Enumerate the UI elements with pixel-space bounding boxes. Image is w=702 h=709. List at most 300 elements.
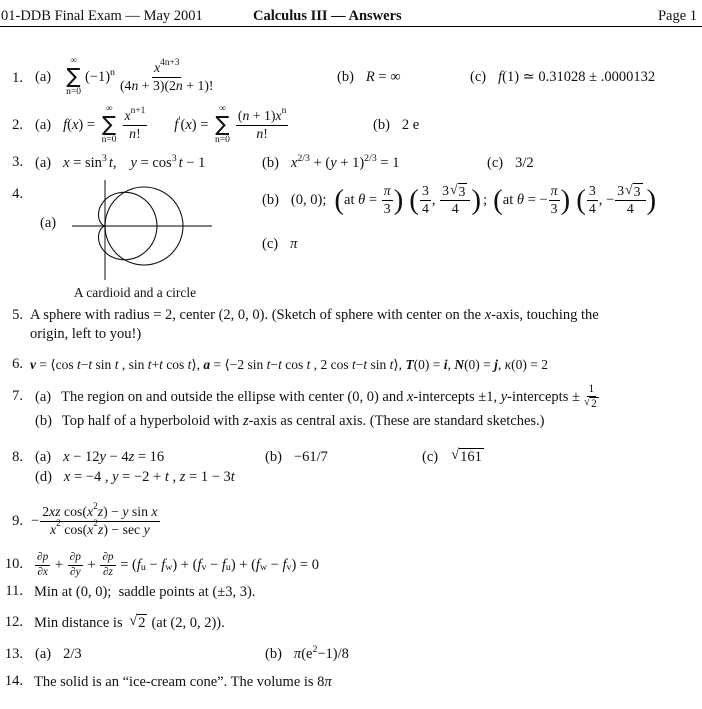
item-5-line-1	[30, 306, 599, 324]
text-run: ) −	[103, 503, 123, 519]
sum	[102, 104, 117, 146]
text-run: (	[67, 116, 72, 133]
text-run: =	[365, 191, 381, 208]
fd	[581, 397, 602, 411]
text-run: (d)	[35, 468, 52, 485]
fd	[587, 201, 598, 218]
text-run: t	[147, 357, 152, 372]
fn	[152, 57, 181, 78]
text-run: , sin	[118, 357, 148, 372]
header-page-number: Page 1	[657, 8, 697, 24]
fn	[236, 105, 288, 126]
fd	[625, 201, 636, 218]
item-number: 5.	[12, 307, 23, 323]
fd	[35, 566, 50, 580]
text-run: 4	[588, 200, 596, 216]
frac	[615, 183, 645, 217]
item-12-answer	[34, 612, 225, 634]
text-run: R	[365, 68, 375, 85]
text-run: 4	[451, 200, 459, 216]
text-run: cos	[281, 357, 307, 372]
text-run: n	[175, 77, 183, 93]
text-run: (b)	[373, 116, 390, 133]
text-run: cos	[162, 357, 188, 372]
text-run: π	[324, 673, 332, 690]
sig: ∑	[66, 64, 81, 89]
frac	[420, 183, 431, 217]
text-run: cos(	[60, 503, 87, 519]
text-run: =	[136, 154, 153, 171]
answer-item-11	[0, 583, 702, 601]
item-number: 6.	[12, 356, 23, 372]
text-run: x	[63, 468, 71, 485]
fn	[100, 551, 115, 566]
text-run: y	[112, 468, 119, 485]
fd	[549, 201, 560, 218]
text-run: 2	[591, 398, 597, 411]
answer-item-4	[0, 178, 702, 302]
item-3-part-c	[487, 151, 534, 175]
text-run: + 1)!	[182, 77, 214, 93]
text-run: -axis as central axis. (These are standard sketches.)	[248, 412, 545, 429]
text-run: x	[154, 59, 161, 75]
sqrt	[451, 448, 484, 466]
item-number: 8.	[12, 449, 23, 465]
rad: √	[449, 181, 458, 197]
text-run: π	[550, 182, 558, 198]
item-number: 4.	[12, 186, 23, 202]
text-run: ∂p	[69, 550, 81, 563]
text-run: −	[31, 512, 40, 529]
text-run: 3	[617, 182, 625, 198]
item-number: 3.	[12, 154, 23, 170]
text-run: (0, 0);	[290, 191, 327, 208]
text-run: y	[143, 521, 150, 537]
text-run: = −4 ,	[70, 468, 113, 485]
text-run: +	[51, 556, 67, 573]
sup: n	[281, 105, 287, 116]
text-run: , −	[598, 191, 615, 208]
text-run: y	[130, 154, 137, 171]
text-run: t	[389, 357, 394, 372]
text-run: A sphere with radius = 2, center (2, 0, 0). (Sketch of sphere with center on the	[30, 306, 485, 323]
text-run: =	[69, 154, 85, 171]
item-3-part-a	[35, 151, 205, 175]
text-run: f	[255, 556, 260, 573]
item-7-part-a	[35, 384, 603, 410]
text-run: f	[221, 556, 226, 573]
frac	[587, 183, 598, 217]
text-run: + (	[309, 154, 331, 171]
sup: 2	[93, 501, 98, 512]
text-run: (a)	[35, 154, 52, 171]
text-run: -intercepts ±	[507, 388, 580, 405]
slo: n=0	[66, 86, 81, 97]
text-run: (a)	[35, 388, 52, 405]
text-run: + 1)	[336, 154, 365, 171]
text-run: 161	[460, 449, 482, 466]
text-run: −	[270, 357, 279, 372]
big: )	[393, 183, 404, 216]
text-run: x	[185, 116, 192, 133]
text-run: f	[498, 68, 503, 85]
text-run: (b)	[262, 154, 279, 171]
sqrt	[450, 183, 467, 200]
frac	[35, 551, 50, 579]
text-run: (−1)	[84, 68, 111, 85]
text-run: (b)	[35, 412, 52, 429]
text-run: ,	[431, 191, 440, 208]
sub: v	[286, 562, 292, 574]
vinc	[459, 448, 484, 466]
text-run: z	[128, 448, 135, 465]
sum	[215, 104, 230, 146]
item-3-part-b	[262, 151, 399, 175]
cardioid-circle-figure	[55, 178, 217, 284]
text-run: j	[494, 357, 498, 372]
text-run: f	[161, 556, 166, 573]
sig: ∑	[215, 112, 230, 137]
text-run: n	[242, 107, 250, 123]
text-run: Top half of a hyperboloid with	[61, 412, 243, 429]
sup: 2	[312, 644, 318, 656]
item-number: 12.	[4, 614, 23, 630]
text-run: t	[306, 357, 311, 372]
text-run: θ	[358, 191, 366, 208]
frac	[236, 105, 288, 142]
text-run: (	[180, 116, 186, 133]
text-run: −	[206, 556, 222, 573]
text-run: sin	[367, 357, 390, 372]
text-run: n	[129, 125, 137, 141]
item-2-part-b	[373, 102, 419, 148]
sup: 3	[101, 152, 107, 164]
text-run: ,	[168, 468, 180, 485]
text-run: (4	[119, 77, 132, 93]
item-13-part-b	[265, 644, 349, 665]
rad: √	[625, 181, 633, 197]
fd	[450, 201, 461, 218]
text-run: (0) =	[413, 357, 444, 372]
text-run: v	[30, 357, 36, 372]
fn	[587, 183, 598, 201]
text-run: t	[114, 357, 119, 372]
item-8-part-c	[422, 446, 485, 468]
fn	[587, 383, 597, 398]
item-6-answer	[30, 355, 548, 375]
text-run: − 12	[69, 448, 100, 465]
frac	[382, 183, 393, 217]
text-run: 3	[442, 182, 449, 198]
text-run: t	[187, 357, 192, 372]
text-run: (0) = 2	[511, 357, 549, 372]
text-run: x	[63, 154, 70, 171]
text-run: x	[63, 448, 70, 465]
text-run: z	[97, 503, 104, 519]
text-run: ) = 0	[291, 556, 319, 573]
fn	[35, 551, 50, 566]
answer-item-2	[0, 102, 702, 148]
figure-caption: A cardioid and a circle	[73, 285, 197, 300]
sup: 3	[171, 152, 177, 164]
text-run: (a)	[35, 68, 52, 85]
text-run: f	[63, 116, 68, 133]
text-run: 2	[138, 615, 146, 632]
text-run: (a)	[35, 116, 52, 133]
item-number: 14.	[4, 673, 23, 689]
sqrt	[625, 183, 642, 200]
text-run: f	[282, 556, 287, 573]
fd	[254, 126, 269, 143]
answer-item-12	[0, 612, 702, 634]
text-run: +	[83, 556, 100, 573]
item-number: 9.	[12, 513, 23, 529]
sub: v	[201, 562, 207, 574]
text-run: (a)	[40, 214, 57, 231]
text-run: = ⟨−2 sin	[210, 357, 267, 372]
sub: w	[165, 562, 173, 574]
answer-item-7	[0, 384, 702, 432]
vinc	[590, 397, 599, 411]
sup: 2	[93, 519, 98, 530]
fn	[123, 105, 148, 126]
text-run: z	[98, 521, 104, 537]
item-9-answer	[31, 502, 161, 540]
rad: √	[129, 613, 138, 630]
fd	[382, 201, 393, 218]
frac	[68, 551, 83, 579]
text-run: (	[237, 107, 243, 123]
text-run: (c)	[422, 448, 439, 465]
text-run: 3	[421, 182, 429, 198]
rad: √	[451, 447, 460, 464]
answer-item-14	[0, 673, 702, 691]
text-run: -intercepts ±1,	[413, 388, 501, 405]
text-run: x	[124, 107, 131, 123]
fn	[382, 183, 393, 201]
text-run: n	[256, 125, 264, 141]
big: )	[471, 183, 482, 216]
text-run: −61/7	[293, 448, 328, 465]
sub: u	[140, 562, 146, 574]
text-run: y	[330, 154, 337, 171]
text-run: −	[267, 556, 283, 573]
sup: 2	[56, 519, 61, 530]
item-4-part-c	[262, 235, 297, 253]
text-run: + 1)	[249, 107, 276, 123]
text-run: 3	[383, 200, 391, 216]
text-run: −	[80, 357, 89, 372]
shi: ∞	[219, 104, 226, 115]
answer-item-6	[0, 355, 702, 375]
big: (	[334, 183, 345, 216]
item-number: 10.	[4, 556, 23, 572]
text-run: 3	[588, 182, 596, 198]
shi: ∞	[105, 104, 113, 115]
text-run: −	[145, 556, 162, 573]
text-run: 2/3	[63, 646, 82, 662]
text-run: ,	[447, 357, 455, 372]
text-run: x	[290, 154, 298, 171]
text-run: ∂p	[102, 550, 114, 563]
text-run: (b)	[337, 68, 354, 85]
text-run: at	[344, 191, 359, 208]
text-run: t	[77, 357, 81, 372]
text-run: (c)	[470, 68, 487, 85]
item-7-part-b	[35, 412, 545, 430]
item-5-line-2	[30, 325, 141, 343]
item-1-part-a	[35, 50, 217, 104]
text-run: ) + (	[230, 556, 256, 573]
text-run: n	[131, 77, 139, 93]
text-run: f	[174, 116, 179, 133]
text-run: + 3)(2	[138, 77, 176, 93]
text-run: x	[86, 503, 94, 519]
text-run: ⟩,	[191, 357, 204, 372]
text-run: !	[263, 125, 268, 141]
text-run: f	[136, 556, 141, 573]
text-run: − 4	[105, 448, 129, 465]
text-run: x	[49, 521, 57, 537]
frac	[549, 183, 560, 217]
text-run: sin	[84, 154, 102, 171]
big: (	[493, 183, 503, 216]
item-10-answer	[34, 552, 319, 578]
text-run: ) − sec	[103, 521, 144, 537]
vinc	[633, 183, 643, 200]
fn	[420, 183, 431, 201]
big: (	[576, 183, 586, 216]
text-run: T	[405, 357, 414, 372]
text-run: 3/2	[515, 154, 534, 171]
answer-item-13	[0, 644, 702, 665]
text-run: = −2 +	[118, 468, 165, 485]
text-run: Min distance is	[34, 614, 127, 631]
text-run: (0) =	[464, 357, 495, 372]
text-run: ;	[483, 191, 488, 208]
text-run: t	[230, 468, 235, 485]
item-2-part-a	[35, 102, 289, 148]
text-run: − 1	[182, 154, 206, 171]
text-run: xz	[49, 503, 61, 519]
frac	[440, 183, 470, 217]
vinc	[458, 183, 468, 200]
item-number: 11.	[5, 583, 23, 599]
text-run: ,	[112, 154, 117, 171]
item-8-part-b	[265, 446, 328, 468]
text-run: ) + (	[172, 556, 198, 573]
sqrt	[129, 614, 147, 632]
text-run: ∂z	[102, 565, 113, 578]
text-run: t	[278, 357, 282, 372]
text-run: t	[159, 357, 163, 372]
text-run: +	[151, 357, 160, 372]
header-rule	[0, 26, 702, 27]
text-run: = 1	[376, 154, 400, 171]
text-run: 2 e	[401, 116, 420, 133]
text-run: !	[136, 125, 141, 141]
text-run: t	[363, 357, 368, 372]
header-exam-id: 01-DDB Final Exam — May 2001	[1, 8, 203, 24]
answer-item-9	[0, 502, 702, 540]
text-run: (b)	[265, 448, 282, 465]
text-run: = 1 − 3	[185, 468, 231, 485]
text-run: ,	[497, 357, 505, 372]
text-run: ∂x	[37, 565, 48, 578]
text-run: The region on and outside the ellipse with center (0, 0) and	[61, 388, 407, 405]
text-run: t	[88, 357, 93, 372]
text-run: = −	[524, 191, 548, 208]
text-run: t	[266, 357, 271, 372]
text-run: cos(	[60, 521, 88, 537]
text-run: = 16	[134, 448, 165, 465]
fd	[68, 566, 83, 580]
answer-item-1	[0, 50, 702, 104]
fn	[549, 183, 560, 201]
text-run: π	[293, 646, 302, 662]
text-run: = ∞	[374, 68, 401, 85]
answer-item-10	[0, 552, 702, 578]
text-run: sin	[128, 503, 152, 519]
item-number: 7.	[12, 388, 23, 404]
big: )	[560, 183, 571, 216]
vinc	[137, 614, 147, 632]
item-1-part-c	[470, 50, 655, 104]
text-run: Min at (0, 0); saddle points at (±3, 3).	[34, 583, 256, 600]
fn	[615, 183, 645, 201]
text-run: π	[290, 235, 298, 252]
sup: 4n+3	[160, 57, 180, 68]
text-run: 1	[588, 382, 595, 395]
text-run: 4	[421, 200, 429, 216]
text-run: (a)	[35, 448, 52, 465]
text-run: ⟩,	[393, 357, 406, 372]
answer-item-5	[0, 306, 702, 346]
fd	[127, 126, 142, 143]
shi: ∞	[70, 56, 77, 67]
item-number: 1.	[12, 70, 23, 86]
text-run: −1)/8	[317, 646, 349, 662]
text-run: −	[355, 357, 364, 372]
sqrt	[584, 397, 599, 411]
text-run: 3	[458, 183, 466, 199]
slo: n=0	[101, 134, 117, 145]
text-run: t	[164, 468, 169, 485]
text-run: sin	[92, 357, 115, 372]
fd	[101, 566, 115, 580]
sup: n	[110, 66, 115, 78]
text-run: (c)	[487, 154, 504, 171]
answer-item-8	[0, 446, 702, 488]
item-11-answer	[34, 583, 255, 601]
text-run: x	[87, 521, 94, 537]
text-run: π	[383, 182, 391, 198]
text-run: cos	[152, 154, 172, 171]
item-8-part-d	[35, 468, 235, 486]
item-4-part-b	[262, 178, 656, 222]
frac	[581, 383, 602, 412]
text-run: 2	[42, 503, 50, 519]
frac	[100, 551, 115, 579]
sig: ∑	[102, 112, 117, 137]
text-run: ) =	[78, 116, 99, 133]
item-8-part-a	[35, 446, 164, 468]
fn	[68, 551, 83, 566]
text-run: (b)	[262, 191, 279, 208]
text-run: (at (2, 0, 2)).	[151, 614, 225, 631]
text-run: ∂y	[69, 565, 81, 578]
answer-item-3	[0, 151, 702, 175]
